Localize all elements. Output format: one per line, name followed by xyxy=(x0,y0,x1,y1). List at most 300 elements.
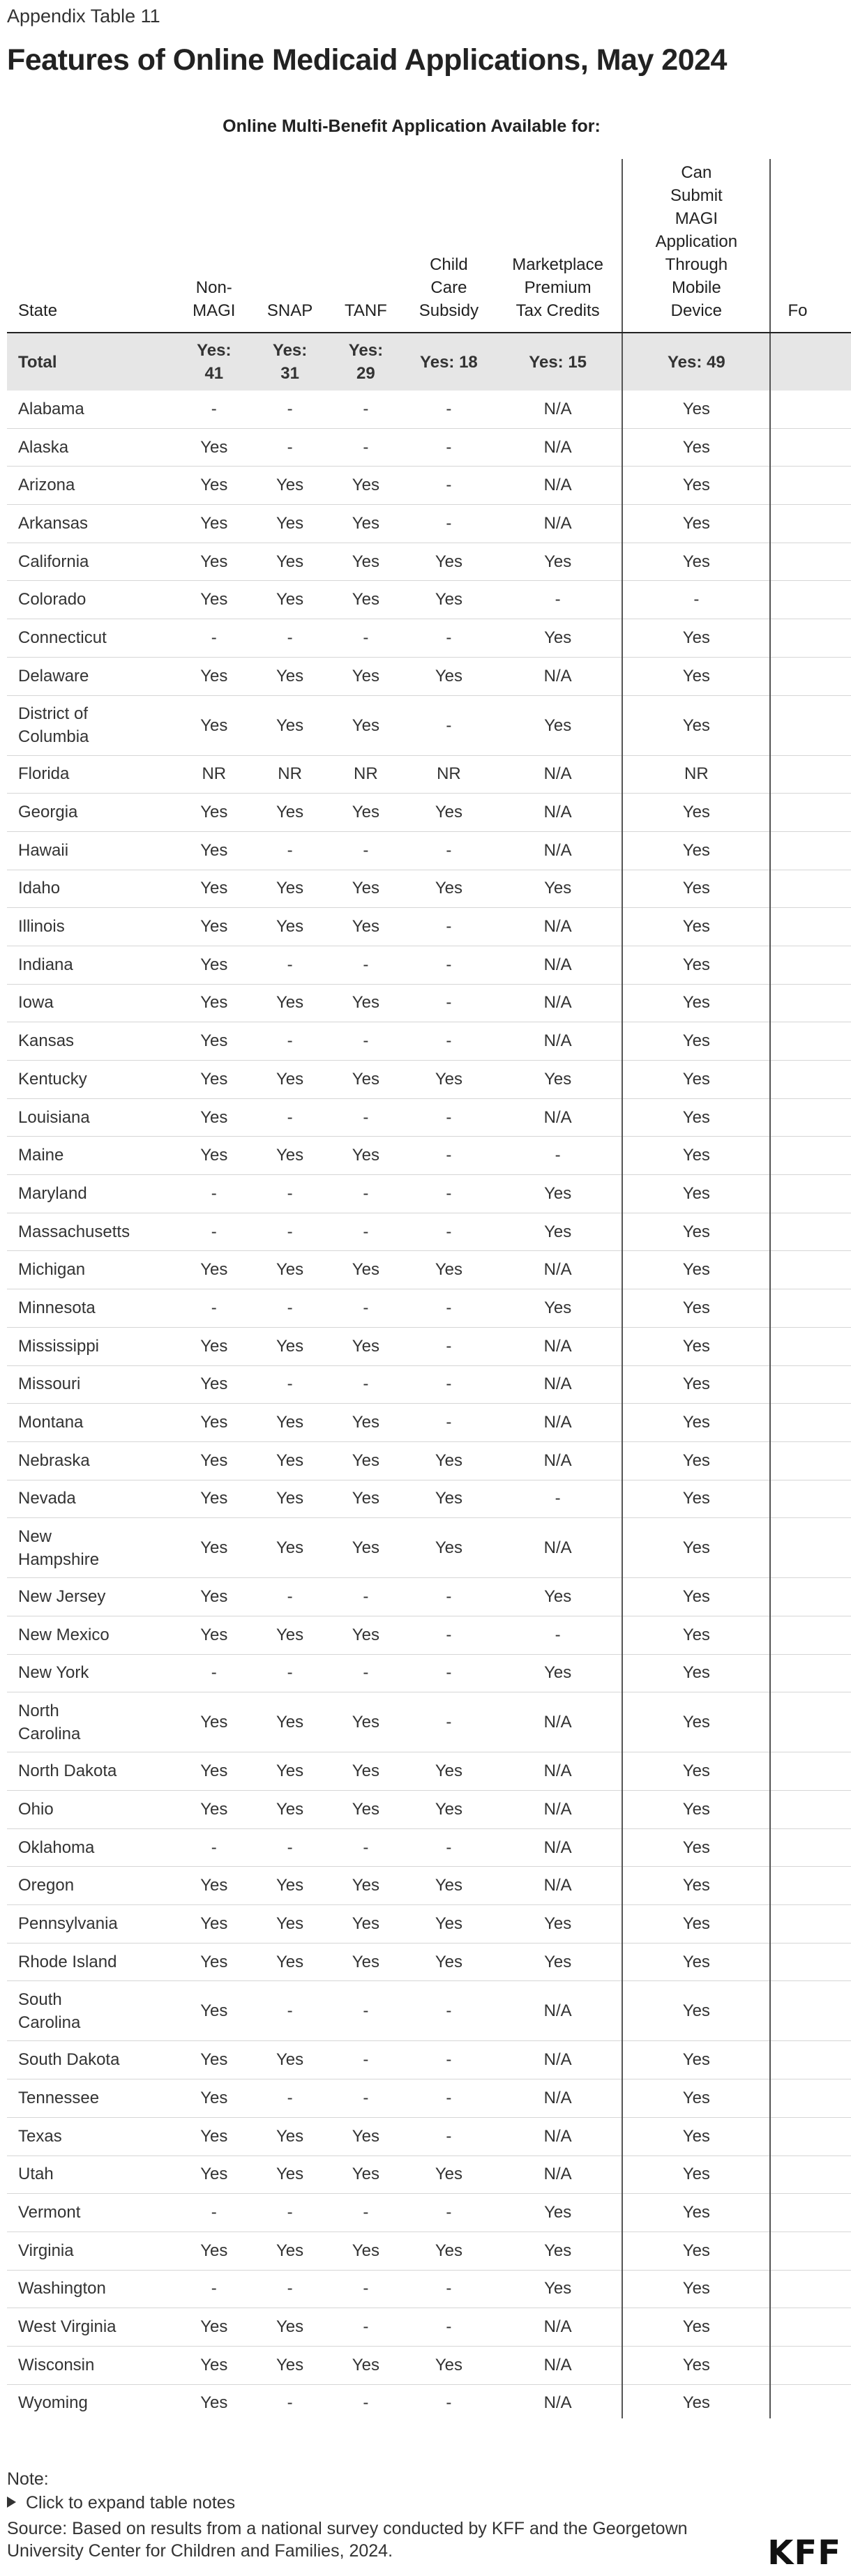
nonmagi-cell: Yes xyxy=(176,870,252,908)
childcare-cell: - xyxy=(404,467,494,505)
childcare-cell: - xyxy=(404,831,494,870)
state-cell: Utah xyxy=(7,2155,176,2194)
mobile-cell: Yes xyxy=(622,1943,770,1981)
extra-cell xyxy=(770,1137,851,1175)
state-cell: New Hampshire xyxy=(7,1518,176,1578)
tanf-cell: Yes xyxy=(328,1791,404,1829)
tanf-cell: Yes xyxy=(328,1404,404,1442)
snap-cell: Yes xyxy=(252,1480,328,1518)
state-cell: Ohio xyxy=(7,1791,176,1829)
page-title: Features of Online Medicaid Applications, May 2024 xyxy=(7,43,727,77)
nonmagi-cell: Yes xyxy=(176,1752,252,1791)
tanf-cell: Yes xyxy=(328,581,404,619)
marketplace-cell: Yes xyxy=(494,619,622,658)
table-row xyxy=(7,2155,851,2194)
childcare-cell: Yes xyxy=(404,1867,494,1905)
marketplace-cell: Yes xyxy=(494,695,622,755)
col-header-childcare[interactable]: Child Care Subsidy xyxy=(404,159,494,333)
snap-cell: - xyxy=(252,2384,328,2418)
marketplace-cell: N/A xyxy=(494,2384,622,2418)
tanf-cell: - xyxy=(328,619,404,658)
extra-cell xyxy=(770,1213,851,1251)
marketplace-cell: N/A xyxy=(494,1981,622,2041)
nonmagi-cell: NR xyxy=(176,755,252,794)
snap-cell: - xyxy=(252,619,328,658)
extra-cell xyxy=(770,1480,851,1518)
extra-cell xyxy=(770,1905,851,1944)
total-mobile: Yes: 49 xyxy=(622,333,770,391)
snap-cell: - xyxy=(252,1828,328,1867)
extra-cell xyxy=(770,1175,851,1213)
state-cell: Minnesota xyxy=(7,1289,176,1328)
marketplace-cell: N/A xyxy=(494,1692,622,1752)
childcare-cell: - xyxy=(404,428,494,467)
extra-cell xyxy=(770,1867,851,1905)
extra-cell xyxy=(770,870,851,908)
tanf-cell: - xyxy=(328,1213,404,1251)
extra-cell xyxy=(770,1289,851,1328)
childcare-cell: - xyxy=(404,1981,494,2041)
tanf-cell: Yes xyxy=(328,543,404,581)
marketplace-cell: N/A xyxy=(494,2308,622,2347)
total-tanf: Yes: 29 xyxy=(328,333,404,391)
marketplace-cell: Yes xyxy=(494,1289,622,1328)
extra-cell xyxy=(770,831,851,870)
mobile-cell: Yes xyxy=(622,391,770,428)
childcare-cell: Yes xyxy=(404,581,494,619)
mobile-cell: Yes xyxy=(622,657,770,695)
mobile-cell: Yes xyxy=(622,505,770,543)
state-cell: Montana xyxy=(7,1404,176,1442)
extra-cell xyxy=(770,2079,851,2118)
table-row xyxy=(7,870,851,908)
table-row xyxy=(7,1518,851,1578)
nonmagi-cell: Yes xyxy=(176,2117,252,2155)
col-header-snap[interactable]: SNAP xyxy=(252,159,328,333)
mobile-cell: Yes xyxy=(622,946,770,984)
tanf-cell: - xyxy=(328,831,404,870)
mobile-cell: Yes xyxy=(622,1022,770,1061)
tanf-cell: Yes xyxy=(328,1061,404,1099)
extra-cell xyxy=(770,695,851,755)
snap-cell: - xyxy=(252,2270,328,2308)
nonmagi-cell: Yes xyxy=(176,946,252,984)
state-cell: South Dakota xyxy=(7,2041,176,2079)
marketplace-cell: N/A xyxy=(494,946,622,984)
nonmagi-cell: Yes xyxy=(176,1327,252,1365)
tanf-cell: - xyxy=(328,1828,404,1867)
snap-cell: - xyxy=(252,1213,328,1251)
tanf-cell: Yes xyxy=(328,1480,404,1518)
marketplace-cell: N/A xyxy=(494,467,622,505)
childcare-cell: - xyxy=(404,1175,494,1213)
extra-cell xyxy=(770,1981,851,2041)
state-cell: Mississippi xyxy=(7,1327,176,1365)
snap-cell: - xyxy=(252,1022,328,1061)
extra-cell xyxy=(770,543,851,581)
extra-cell xyxy=(770,908,851,946)
table-body xyxy=(7,333,851,2418)
mobile-cell: Yes xyxy=(622,1828,770,1867)
extra-cell xyxy=(770,2194,851,2232)
table-row xyxy=(7,391,851,428)
childcare-cell: - xyxy=(404,1022,494,1061)
tanf-cell: Yes xyxy=(328,1692,404,1752)
marketplace-cell: - xyxy=(494,1616,622,1654)
marketplace-cell: N/A xyxy=(494,1752,622,1791)
snap-cell: Yes xyxy=(252,1137,328,1175)
table-row xyxy=(7,1791,851,1829)
tanf-cell: - xyxy=(328,2270,404,2308)
snap-cell: Yes xyxy=(252,1905,328,1944)
table-row xyxy=(7,1943,851,1981)
childcare-cell: - xyxy=(404,908,494,946)
childcare-cell: - xyxy=(404,946,494,984)
nonmagi-cell: Yes xyxy=(176,1905,252,1944)
nonmagi-cell: Yes xyxy=(176,1518,252,1578)
tanf-cell: Yes xyxy=(328,1251,404,1289)
extra-cell xyxy=(770,2346,851,2384)
state-cell: North Carolina xyxy=(7,1692,176,1752)
childcare-cell: - xyxy=(404,695,494,755)
mobile-cell: Yes xyxy=(622,2117,770,2155)
state-cell: Iowa xyxy=(7,984,176,1022)
marketplace-cell: N/A xyxy=(494,2346,622,2384)
table-row xyxy=(7,1578,851,1616)
childcare-cell: - xyxy=(404,1578,494,1616)
state-cell: Delaware xyxy=(7,657,176,695)
state-cell: Arizona xyxy=(7,467,176,505)
snap-cell: Yes xyxy=(252,1867,328,1905)
mobile-cell: Yes xyxy=(622,908,770,946)
mobile-cell: Yes xyxy=(622,2232,770,2270)
state-cell: New Jersey xyxy=(7,1578,176,1616)
mobile-cell: Yes xyxy=(622,1981,770,2041)
state-cell: Wyoming xyxy=(7,2384,176,2418)
state-cell: Missouri xyxy=(7,1365,176,1404)
state-cell: Kansas xyxy=(7,1022,176,1061)
marketplace-cell: N/A xyxy=(494,1022,622,1061)
snap-cell: Yes xyxy=(252,1518,328,1578)
table-row xyxy=(7,467,851,505)
childcare-cell: - xyxy=(404,391,494,428)
marketplace-cell: - xyxy=(494,581,622,619)
tanf-cell: Yes xyxy=(328,1752,404,1791)
snap-cell: Yes xyxy=(252,1616,328,1654)
mobile-cell: Yes xyxy=(622,1518,770,1578)
nonmagi-cell: Yes xyxy=(176,1098,252,1137)
extra-cell xyxy=(770,1752,851,1791)
nonmagi-cell: Yes xyxy=(176,1692,252,1752)
marketplace-cell: N/A xyxy=(494,1404,622,1442)
extra-cell xyxy=(770,2041,851,2079)
extra-cell xyxy=(770,467,851,505)
mobile-cell: Yes xyxy=(622,2308,770,2347)
nonmagi-cell: Yes xyxy=(176,2079,252,2118)
childcare-cell: Yes xyxy=(404,1943,494,1981)
table-row xyxy=(7,794,851,832)
mobile-cell: Yes xyxy=(622,1098,770,1137)
mobile-cell: Yes xyxy=(622,984,770,1022)
table-row xyxy=(7,1905,851,1944)
col-header-marketplace[interactable]: Marketplace Premium Tax Credits xyxy=(494,159,622,333)
mobile-cell: Yes xyxy=(622,467,770,505)
nonmagi-cell: Yes xyxy=(176,794,252,832)
tanf-cell: Yes xyxy=(328,2232,404,2270)
col-header-state[interactable]: State xyxy=(7,159,176,333)
tanf-cell: - xyxy=(328,1654,404,1692)
snap-cell: - xyxy=(252,1175,328,1213)
table-row xyxy=(7,2041,851,2079)
mobile-cell: Yes xyxy=(622,2194,770,2232)
extra-cell xyxy=(770,1791,851,1829)
state-cell: Oregon xyxy=(7,1867,176,1905)
nonmagi-cell: Yes xyxy=(176,467,252,505)
snap-cell: - xyxy=(252,1289,328,1328)
childcare-cell: Yes xyxy=(404,1441,494,1480)
state-cell: Idaho xyxy=(7,870,176,908)
tanf-cell: Yes xyxy=(328,657,404,695)
state-cell: Massachusetts xyxy=(7,1213,176,1251)
childcare-cell: - xyxy=(404,1098,494,1137)
table-row xyxy=(7,1752,851,1791)
childcare-cell: Yes xyxy=(404,1518,494,1578)
childcare-cell: - xyxy=(404,2308,494,2347)
table-row xyxy=(7,2117,851,2155)
marketplace-cell: N/A xyxy=(494,391,622,428)
table-row xyxy=(7,1327,851,1365)
childcare-cell: Yes xyxy=(404,2346,494,2384)
marketplace-cell: N/A xyxy=(494,1098,622,1137)
childcare-cell: Yes xyxy=(404,1791,494,1829)
mobile-cell: Yes xyxy=(622,1867,770,1905)
table-container[interactable] xyxy=(7,159,851,2418)
appendix-label: Appendix Table 11 xyxy=(7,6,160,26)
tanf-cell: Yes xyxy=(328,2155,404,2194)
state-cell: Pennsylvania xyxy=(7,1905,176,1944)
marketplace-cell: Yes xyxy=(494,1213,622,1251)
extra-cell xyxy=(770,2155,851,2194)
marketplace-cell: Yes xyxy=(494,543,622,581)
snap-cell: Yes xyxy=(252,2117,328,2155)
nonmagi-cell: - xyxy=(176,2270,252,2308)
childcare-cell: - xyxy=(404,1213,494,1251)
col-header-nonmagi[interactable]: Non- MAGI xyxy=(176,159,252,333)
table-row xyxy=(7,2346,851,2384)
childcare-cell: - xyxy=(404,2041,494,2079)
mobile-cell: - xyxy=(622,581,770,619)
table-row xyxy=(7,908,851,946)
snap-cell: Yes xyxy=(252,1692,328,1752)
snap-cell: - xyxy=(252,946,328,984)
nonmagi-cell: Yes xyxy=(176,1365,252,1404)
table-row xyxy=(7,657,851,695)
marketplace-cell: N/A xyxy=(494,428,622,467)
extra-cell xyxy=(770,2384,851,2418)
mobile-cell: Yes xyxy=(622,1905,770,1944)
extra-cell xyxy=(770,1061,851,1099)
snap-cell: Yes xyxy=(252,2232,328,2270)
nonmagi-cell: Yes xyxy=(176,1480,252,1518)
state-cell: Nebraska xyxy=(7,1441,176,1480)
nonmagi-cell: Yes xyxy=(176,831,252,870)
nonmagi-cell: Yes xyxy=(176,505,252,543)
extra-cell xyxy=(770,505,851,543)
snap-cell: Yes xyxy=(252,695,328,755)
mobile-cell: Yes xyxy=(622,2041,770,2079)
mobile-cell: Yes xyxy=(622,1654,770,1692)
childcare-cell: Yes xyxy=(404,1752,494,1791)
table-row xyxy=(7,1098,851,1137)
state-cell: South Carolina xyxy=(7,1981,176,2041)
table-row xyxy=(7,1213,851,1251)
expand-notes-toggle[interactable] xyxy=(7,2493,235,2513)
state-cell: New York xyxy=(7,1654,176,1692)
col-header-mobile[interactable]: Can Submit MAGI Application Through Mobile Device xyxy=(622,159,770,333)
childcare-cell: Yes xyxy=(404,1061,494,1099)
snap-cell: Yes xyxy=(252,908,328,946)
col-header-tanf[interactable]: TANF xyxy=(328,159,404,333)
nonmagi-cell: Yes xyxy=(176,1867,252,1905)
snap-cell: Yes xyxy=(252,1404,328,1442)
table-row xyxy=(7,1289,851,1328)
nonmagi-cell: - xyxy=(176,1828,252,1867)
state-cell: Oklahoma xyxy=(7,1828,176,1867)
extra-cell xyxy=(770,755,851,794)
mobile-cell: Yes xyxy=(622,2346,770,2384)
childcare-cell: - xyxy=(404,1692,494,1752)
marketplace-cell: N/A xyxy=(494,2079,622,2118)
state-cell: Washington xyxy=(7,2270,176,2308)
extra-cell xyxy=(770,581,851,619)
total-label: Total xyxy=(7,333,176,391)
group-header: Online Multi-Benefit Application Available for: xyxy=(223,116,601,136)
tanf-cell: - xyxy=(328,1175,404,1213)
table-row xyxy=(7,1654,851,1692)
snap-cell: Yes xyxy=(252,467,328,505)
extra-cell xyxy=(770,1828,851,1867)
marketplace-cell: Yes xyxy=(494,870,622,908)
state-cell: Maryland xyxy=(7,1175,176,1213)
marketplace-cell: N/A xyxy=(494,1828,622,1867)
nonmagi-cell: Yes xyxy=(176,1578,252,1616)
tanf-cell: Yes xyxy=(328,505,404,543)
nonmagi-cell: Yes xyxy=(176,2346,252,2384)
table-row xyxy=(7,2232,851,2270)
mobile-cell: Yes xyxy=(622,1791,770,1829)
state-cell: Colorado xyxy=(7,581,176,619)
tanf-cell: - xyxy=(328,428,404,467)
mobile-cell: Yes xyxy=(622,2155,770,2194)
nonmagi-cell: Yes xyxy=(176,908,252,946)
mobile-cell: Yes xyxy=(622,2079,770,2118)
snap-cell: - xyxy=(252,1578,328,1616)
mobile-cell: Yes xyxy=(622,695,770,755)
table-row xyxy=(7,1867,851,1905)
mobile-cell: Yes xyxy=(622,1213,770,1251)
tanf-cell: - xyxy=(328,2079,404,2118)
snap-cell: Yes xyxy=(252,2346,328,2384)
nonmagi-cell: Yes xyxy=(176,2232,252,2270)
snap-cell: Yes xyxy=(252,543,328,581)
col-header-extra[interactable]: Fo xyxy=(770,159,851,333)
childcare-cell: Yes xyxy=(404,794,494,832)
snap-cell: NR xyxy=(252,755,328,794)
source-note: Source: Based on results from a national survey conducted by KFF and the Georgetown University Center for Children and Families, 2024. xyxy=(7,2519,688,2561)
tanf-cell: - xyxy=(328,946,404,984)
state-cell: Virginia xyxy=(7,2232,176,2270)
extra-cell xyxy=(770,1365,851,1404)
table-row xyxy=(7,428,851,467)
table-row xyxy=(7,2079,851,2118)
tanf-cell: - xyxy=(328,2308,404,2347)
state-cell: Illinois xyxy=(7,908,176,946)
table-row xyxy=(7,1251,851,1289)
state-cell: Indiana xyxy=(7,946,176,984)
extra-cell xyxy=(770,2117,851,2155)
mobile-cell: Yes xyxy=(622,1061,770,1099)
childcare-cell: - xyxy=(404,1365,494,1404)
kff-logo: KFF xyxy=(767,2533,841,2573)
childcare-cell: Yes xyxy=(404,657,494,695)
tanf-cell: Yes xyxy=(328,870,404,908)
marketplace-cell: N/A xyxy=(494,755,622,794)
nonmagi-cell: - xyxy=(176,391,252,428)
snap-cell: Yes xyxy=(252,1791,328,1829)
childcare-cell: Yes xyxy=(404,2232,494,2270)
extra-cell xyxy=(770,946,851,984)
childcare-cell: - xyxy=(404,2384,494,2418)
table-row xyxy=(7,2308,851,2347)
tanf-cell: - xyxy=(328,1022,404,1061)
tanf-cell: Yes xyxy=(328,1943,404,1981)
mobile-cell: Yes xyxy=(622,1692,770,1752)
total-childcare: Yes: 18 xyxy=(404,333,494,391)
table-row xyxy=(7,1981,851,2041)
tanf-cell: Yes xyxy=(328,695,404,755)
extra-cell xyxy=(770,1098,851,1137)
nonmagi-cell: Yes xyxy=(176,1441,252,1480)
state-cell: New Mexico xyxy=(7,1616,176,1654)
marketplace-cell: Yes xyxy=(494,1578,622,1616)
mobile-cell: Yes xyxy=(622,1480,770,1518)
state-cell: Nevada xyxy=(7,1480,176,1518)
childcare-cell: - xyxy=(404,1327,494,1365)
table-row xyxy=(7,543,851,581)
state-cell: Arkansas xyxy=(7,505,176,543)
table-row xyxy=(7,984,851,1022)
total-marketplace: Yes: 15 xyxy=(494,333,622,391)
nonmagi-cell: Yes xyxy=(176,581,252,619)
marketplace-cell: Yes xyxy=(494,2194,622,2232)
snap-cell: - xyxy=(252,428,328,467)
tanf-cell: Yes xyxy=(328,984,404,1022)
mobile-cell: Yes xyxy=(622,1578,770,1616)
state-cell: California xyxy=(7,543,176,581)
tanf-cell: NR xyxy=(328,755,404,794)
extra-cell xyxy=(770,2308,851,2347)
tanf-cell: Yes xyxy=(328,1441,404,1480)
childcare-cell: - xyxy=(404,2079,494,2118)
extra-cell xyxy=(770,391,851,428)
header-row xyxy=(7,159,851,333)
mobile-cell: Yes xyxy=(622,1327,770,1365)
state-cell: Connecticut xyxy=(7,619,176,658)
snap-cell: - xyxy=(252,831,328,870)
table-row xyxy=(7,695,851,755)
mobile-cell: Yes xyxy=(622,428,770,467)
mobile-cell: Yes xyxy=(622,1752,770,1791)
